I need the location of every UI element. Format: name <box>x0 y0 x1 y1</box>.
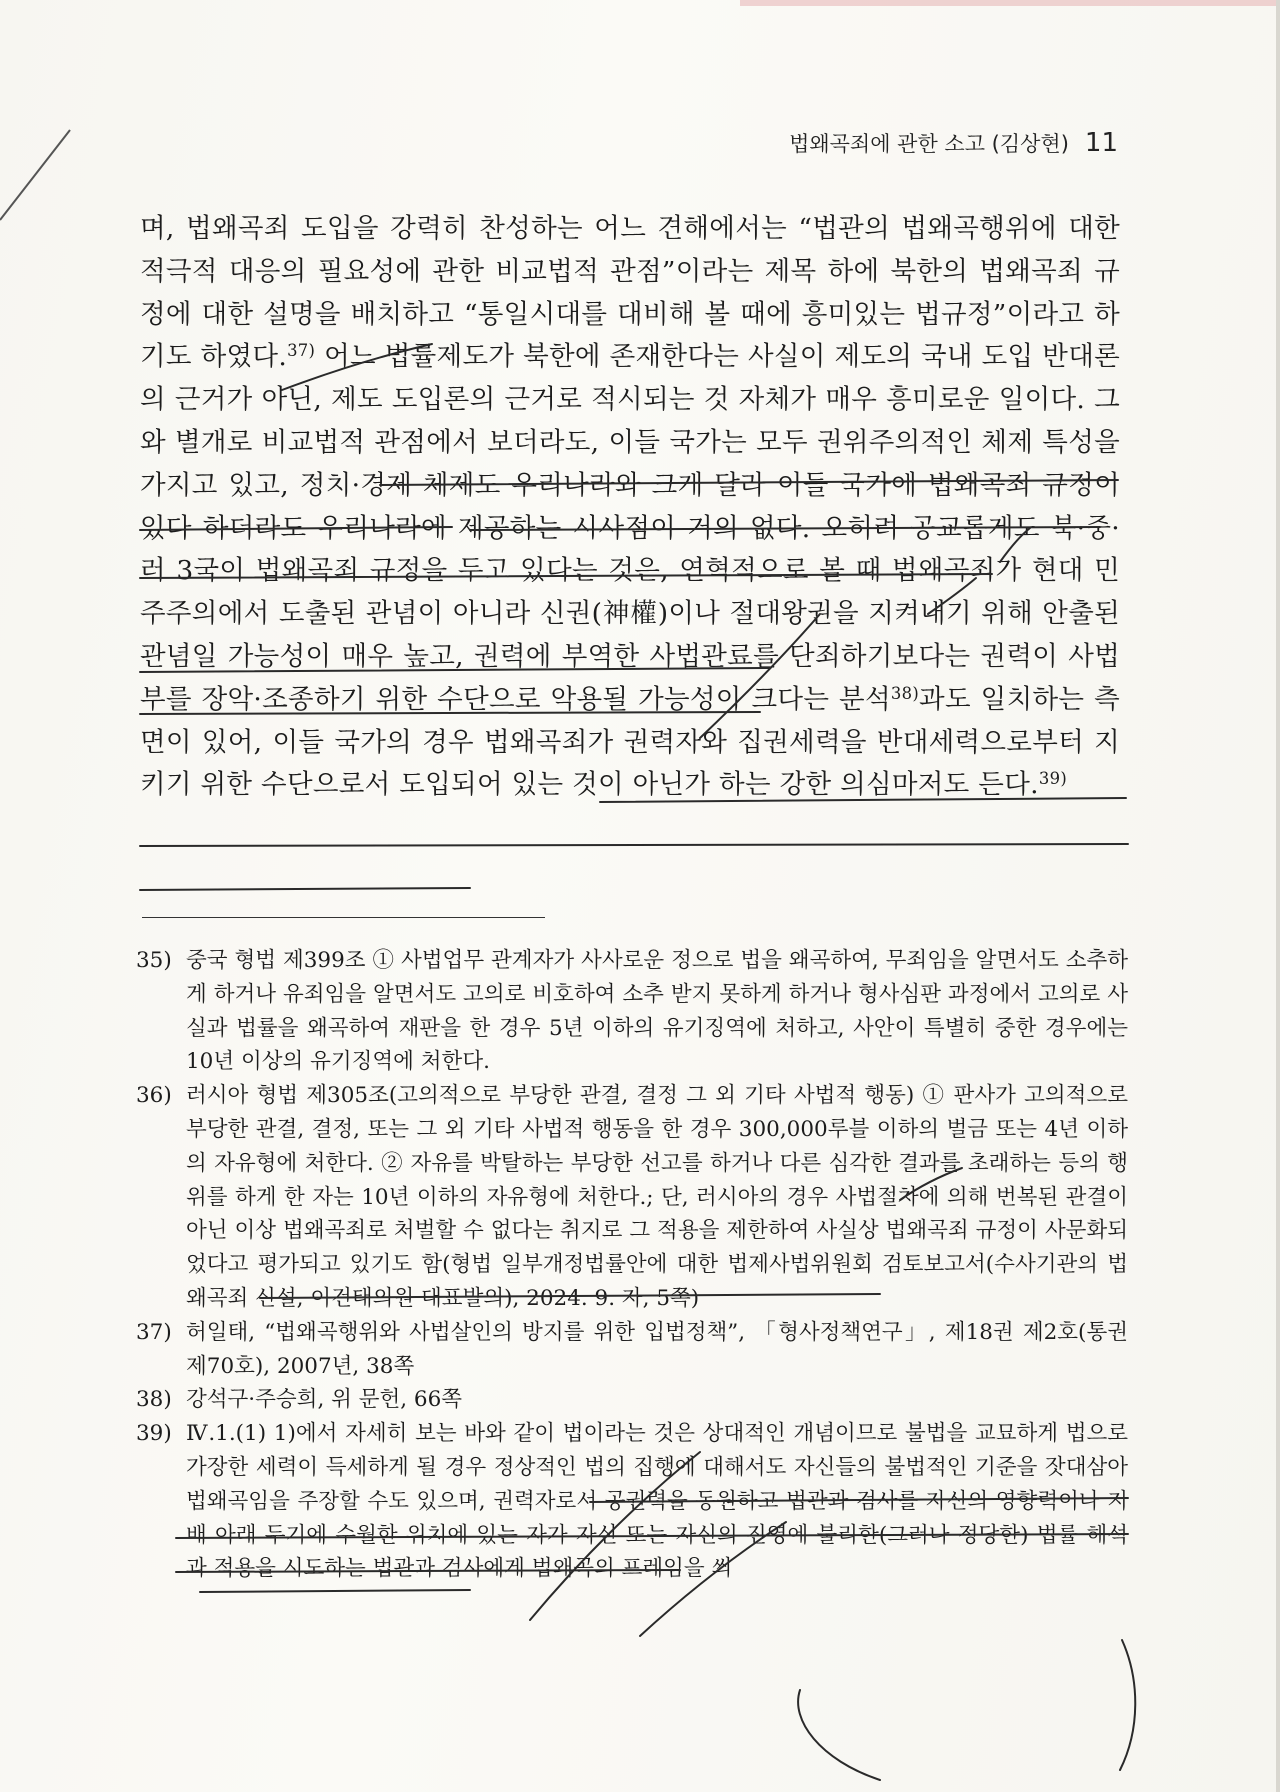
page-number: 11 <box>1084 128 1118 158</box>
footnote-ref-38[interactable]: 38) <box>890 683 920 703</box>
footnote-number: 39) <box>136 1421 172 1447</box>
footnote-39 <box>136 1417 1128 1586</box>
footnote-38 <box>136 1383 1128 1417</box>
paper-edge-top <box>740 0 1280 6</box>
footnotes <box>136 944 1128 1586</box>
body-text-part-b: 어느 법률제도가 북한에 존재한다는 사실이 제도의 국내 도입 반대론의 근거가 아닌, 제도 도입론의 근거로 적시되는 것 자체가 매우 흥미로운 일이다. 그와 별개로 비교법적 관점에서 보더라도, 이들 국가는 모두 권위주의적인 체제 특성을 가지고 있고, 정치·경제 체제도 우리나라와 크게 달라 이들 국가에 법왜곡죄 규정이 있다 하더라도 우리나라에 제공하는 시사점이 거의 없다. 오히려 공교롭게도 북·중·러 3국이 법왜곡죄 규정을 두고 있다는 것은, 연혁적으로 볼 때 법왜곡죄가 현대 민주주의에서 도출된 관념이 아니라 신권(神權)이나 절대왕권을 지켜내기 위해 안출된 관념일 가능성이 매우 높고, 권력에 부역한 사법관료를 단죄하기보다는 권력이 사법부를 장악·조종하기 위한 수단으로 악용될 가능성이 크다는 분석 <box>140 341 1120 715</box>
footnote-text: Ⅳ.1.(1) 1)에서 자세히 보는 바와 같이 법이라는 것은 상대적인 개념이므로 불법을 교묘하게 법으로 가장한 세력이 득세하게 될 경우 정상적인 법의 집행에 대해서도 자신들의 불법적인 기준을 잣대삼아 법왜곡임을 주장할 수도 있으며, 권력자로서 공권력을 동원하고 법관과 검사를 자신의 영향력이나 지배 아래 두기에 수월한 위치에 있는 자가 자신 또는 자신의 진영에 불리한(그러나 정당한) 법률 해석과 적용을 시도하는 법관과 검사에게 법왜곡의 프레임을 씌 <box>186 1421 1128 1582</box>
footnote-35 <box>136 944 1128 1079</box>
footnote-ref-39[interactable]: 39) <box>1038 769 1068 789</box>
running-title: 법왜곡죄에 관한 소고 (김상현) <box>789 132 1069 156</box>
body-text-part-c: 과도 일치하는 측면이 있어, 이들 국가의 경우 법왜곡죄가 권력자와 집권세력을 반대세력으로부터 지키기 위한 수단으로서 도입되어 있는 것이 아닌가 하는 강한 의심마저도 든다. <box>140 683 1120 801</box>
footnote-separator <box>142 917 545 918</box>
footnote-number: 36) <box>136 1083 172 1109</box>
footnote-text: 러시아 형법 제305조(고의적으로 부당한 관결, 결정 그 외 기타 사법적 행동) ① 판사가 고의적으로 부당한 관결, 결정, 또는 그 외 기타 사법적 행동을 한 경우 300,000루블 이하의 벌금 또는 4년 이하의 자유형에 처한다. ② 자유를 박탈하는 부당한 선고를 하거나 다른 심각한 결과를 초래하는 등의 행위를 하게 한 자는 10년 이하의 자유형에 처한다.; 단, 러시아의 경우 사법절차에 의해 번복된 관결이 아닌 이상 법왜곡죄로 처벌할 수 없다는 취지로 그 적용을 제한하여 사실상 법왜곡죄 규정이 사문화되었다고 평가되고 있기도 함(형법 일부개정법률안에 대한 법제사법위원회 검토보고서(수사기관의 법왜곡죄 신설, 이건태의원 대표발의), 2024. 9. 자, 5쪽) <box>186 1083 1128 1311</box>
body-paragraph <box>140 208 1120 807</box>
footnote-text: 허일태, “법왜곡행위와 사법살인의 방지를 위한 입법정책”, 「형사정책연구」, 제18권 제2호(통권 제70호), 2007년, 38쪽 <box>186 1319 1128 1379</box>
footnote-ref-37[interactable]: 37) <box>287 341 316 361</box>
footnote-text: 강석구·주승희, 위 문헌, 66쪽 <box>186 1387 463 1413</box>
footnote-number: 37) <box>136 1319 172 1345</box>
footnote-37 <box>136 1316 1128 1384</box>
paper-edge-right <box>1276 0 1280 1792</box>
body-text <box>140 208 1120 807</box>
footnote-number: 35) <box>136 948 172 973</box>
body-text-part-a: 며, 법왜곡죄 도입을 강력히 찬성하는 어느 견해에서는 “법관의 법왜곡행위에 대한 적극적 대응의 필요성에 관한 비교법적 관점”이라는 제목 하에 북한의 법왜곡죄 규정에 대한 설명을 배치하고 “통일시대를 대비해 볼 때에 흥미있는 법규정”이라고 하기도 하였다. <box>140 213 1120 373</box>
footnote-number: 38) <box>136 1387 172 1413</box>
running-header <box>0 128 1118 158</box>
footnote-text: 중국 형법 제399조 ① 사법업무 관계자가 사사로운 정으로 법을 왜곡하여, 무죄임을 알면서도 소추하게 하거나 유죄임을 알면서도 고의로 비호하여 소추 받지 못하게 하거나 형사심판 과정에서 고의로 사실과 법률을 왜곡하여 재판을 한 경우 5년 이하의 유기징역에 처하고, 사안이 특별히 중한 경우에는 10년 이상의 유기징역에 처한다. <box>186 948 1128 1075</box>
footnote-36 <box>136 1079 1128 1316</box>
